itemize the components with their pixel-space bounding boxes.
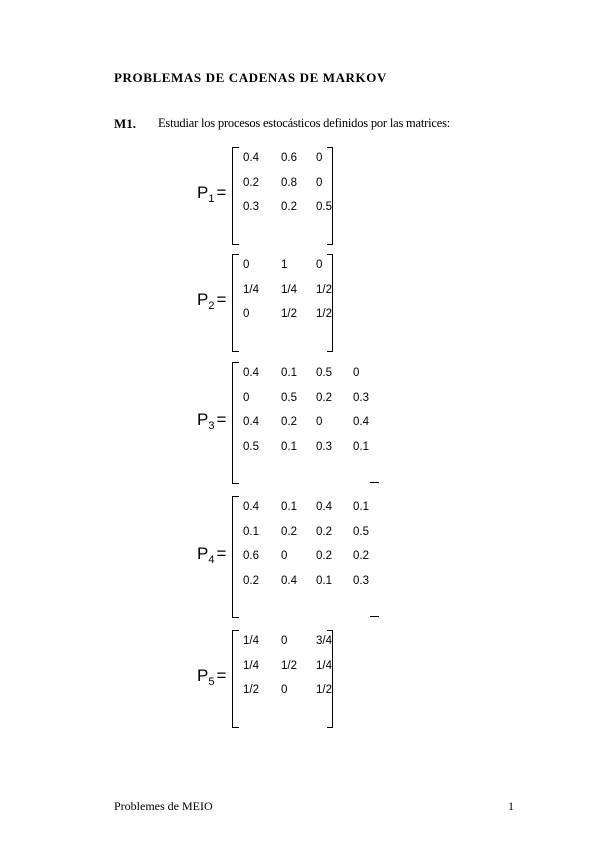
matrix-cell: 0.1 xyxy=(281,440,297,453)
matrix-symbol: P xyxy=(197,289,209,309)
left-bracket xyxy=(232,362,239,484)
matrix-cell: 0.2 xyxy=(316,391,332,404)
matrix-cell: 1/4 xyxy=(316,659,332,672)
matrix-cell: 0.5 xyxy=(243,440,259,453)
matrix-cell: 0 xyxy=(243,308,250,320)
matrix-cell: 1/2 xyxy=(316,308,332,320)
matrix-cell: 1 xyxy=(281,259,288,271)
matrix-cell: 0.1 xyxy=(281,367,297,379)
matrix-name xyxy=(197,544,226,566)
matrix-index: 1 xyxy=(208,192,215,205)
matrix-cell: 0.4 xyxy=(243,152,259,164)
right-bracket xyxy=(370,616,379,617)
matrix-cell: 0 xyxy=(316,176,323,189)
matrix-name xyxy=(197,290,226,312)
equals-sign: = xyxy=(216,665,227,685)
matrix-cell: 0.2 xyxy=(281,416,297,428)
matrix-cell: 0.4 xyxy=(243,501,259,513)
matrix-cell: 0.4 xyxy=(281,574,297,587)
matrix-cell: 0.3 xyxy=(243,201,259,213)
matrix-cell: 0.1 xyxy=(316,574,332,587)
matrix-cell: 0.2 xyxy=(281,201,297,213)
matrix-cell: 0.1 xyxy=(243,525,259,538)
matrix-cell: 0.5 xyxy=(316,201,332,213)
matrix-cell: 0.5 xyxy=(316,367,332,379)
matrix-cell: 1/4 xyxy=(281,283,297,296)
matrix-cell: 0.1 xyxy=(353,501,369,513)
matrix-cell: 0 xyxy=(316,416,323,428)
matrix-cell: 0.4 xyxy=(243,416,259,428)
matrix-cell: 0 xyxy=(243,391,250,404)
matrix-cell: 0.3 xyxy=(353,391,369,404)
matrix-cell: 0.4 xyxy=(316,501,332,513)
matrix-cell: 0 xyxy=(281,684,288,696)
right-bracket xyxy=(370,482,379,483)
matrix-cell: 1/2 xyxy=(316,283,332,296)
matrix-cell: 0.1 xyxy=(281,501,297,513)
left-bracket xyxy=(232,254,239,352)
matrix-cell: 0.3 xyxy=(316,440,332,453)
matrix-cell: 0.5 xyxy=(353,525,369,538)
problem-statement: Estudiar los procesos estocásticos definidos por las matrices: xyxy=(158,116,451,130)
matrix-symbol: P xyxy=(197,182,209,202)
matrix-index: 3 xyxy=(208,420,215,432)
matrix-cell: 1/4 xyxy=(243,635,259,647)
matrix-cell: 0.3 xyxy=(353,574,369,587)
left-bracket xyxy=(232,630,239,728)
matrix-cell: 0.2 xyxy=(316,525,332,538)
matrix-cell: 0 xyxy=(316,152,323,164)
matrix-cell: 1/2 xyxy=(281,308,297,320)
matrix-cell: 1/2 xyxy=(281,659,297,672)
problem-label: M1. xyxy=(114,116,137,131)
matrix-symbol: P xyxy=(197,544,209,563)
equals-sign: = xyxy=(216,182,227,202)
matrix-cell: 0 xyxy=(281,550,288,562)
matrix-symbol: P xyxy=(197,665,209,685)
left-bracket xyxy=(232,147,239,245)
matrix-cell: 0.8 xyxy=(281,176,297,189)
matrix-name xyxy=(197,183,226,205)
matrix-cell: 0.5 xyxy=(281,391,297,404)
matrix-cell: 0.4 xyxy=(353,416,369,428)
matrix-cell: 0.6 xyxy=(281,152,297,164)
footer-text: Problemes de MEIO xyxy=(114,799,213,813)
matrix-index: 5 xyxy=(208,675,215,688)
right-bracket xyxy=(327,147,333,245)
matrix-cell: 1/4 xyxy=(243,659,259,672)
equals-sign: = xyxy=(216,544,227,563)
matrix-cell: 0 xyxy=(243,259,250,271)
matrix-cell: 0.2 xyxy=(243,574,259,587)
page-number: 1 xyxy=(508,799,514,813)
matrix-cell: 0.2 xyxy=(243,176,259,189)
right-bracket xyxy=(327,254,333,352)
matrix-cell: 0.2 xyxy=(281,525,297,538)
matrix-cell: 0.2 xyxy=(316,550,332,562)
matrix-cell: 0 xyxy=(316,259,323,271)
matrix-index: 2 xyxy=(208,299,215,312)
matrix-symbol: P xyxy=(197,410,209,429)
matrix-name xyxy=(197,410,226,432)
matrix-cell: 0 xyxy=(281,635,288,647)
matrix-cell: 0 xyxy=(353,367,360,379)
equals-sign: = xyxy=(216,410,227,429)
matrix-cell: 0.2 xyxy=(353,550,369,562)
left-bracket xyxy=(232,496,239,618)
matrix-index: 4 xyxy=(208,554,215,566)
document-title: PROBLEMAS DE CADENAS DE MARKOV xyxy=(114,70,387,85)
equals-sign: = xyxy=(216,289,227,309)
matrix-cell: 0.4 xyxy=(243,367,259,379)
matrix-cell: 0.1 xyxy=(353,440,369,453)
matrix-cell: 0.6 xyxy=(243,550,259,562)
matrix-cell: 1/2 xyxy=(316,684,332,696)
matrix-cell: 1/2 xyxy=(243,684,259,696)
matrix-name xyxy=(197,666,226,688)
matrix-cell: 1/4 xyxy=(243,283,259,296)
matrix-cell: 3/4 xyxy=(316,635,332,647)
